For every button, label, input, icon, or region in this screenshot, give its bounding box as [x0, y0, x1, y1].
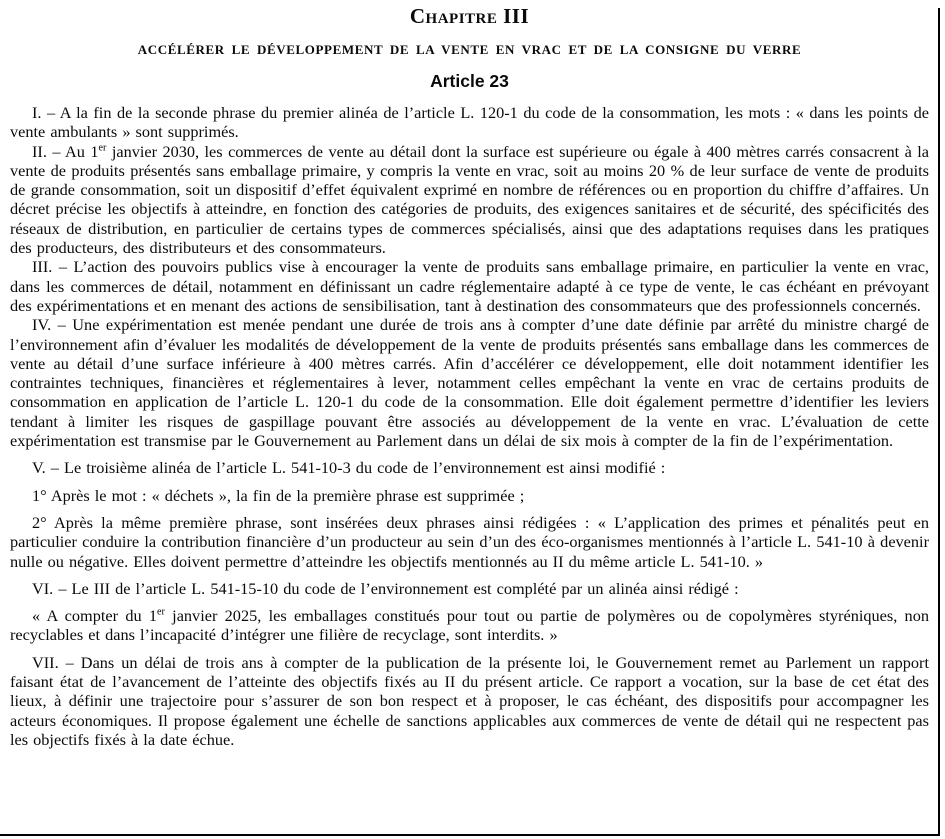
paragraph-II-text-start: II. – Au 1: [32, 141, 99, 161]
paragraph-VII: VII. – Dans un délai de trois ans à compter de la publication de la présente loi, le Gouvernement remet au Parlement un rapport faisant état de l’avancement de l’atteinte des objectifs fixés au II du présent article. Ce rapport a vocation, sur la base de cet état des lieux, à définir une trajectoire pour s’assurer de son bon respect et à proposer, le cas échéant, des dispositifs pour accompagner les acteurs économiques. Il propose également une échelle de sanctions applicables aux commerces de vente de détail qui ne respectent pas les objectifs fixés à la date échue.: [10, 652, 929, 749]
superscript-er: er: [157, 606, 165, 618]
paragraph-VI-quote-text-start: « A compter du 1: [32, 606, 158, 626]
paragraph-II: [10, 142, 929, 258]
paragraph-VI-quote-text-rest: janvier 2025, les emballages constitués pour tout ou partie de polymères ou de copolymères styréniques, non recyclables et dans l’incapacité d’intégrer une filière de recyclage, sont interdits. »: [10, 606, 929, 645]
superscript-er: er: [98, 142, 107, 154]
paragraph-VI: VI. – Le III de l’article L. 541-15-10 du code de l’environnement est complété par un alinéa ainsi rédigé :: [32, 578, 739, 598]
paragraph-VI-quote: [10, 606, 929, 645]
chapter-heading: Chapitre III: [409, 4, 530, 28]
document-header: [10, 4, 929, 92]
paragraph-I: I. – A la fin de la seconde phrase du premier alinéa de l’article L. 120-1 du code de la consommation, les mots : « dans les points de vente ambulants » sont supprimés.: [10, 103, 929, 142]
article-heading: Article 23: [430, 71, 509, 91]
article-body: [10, 103, 929, 749]
paragraph-2deg: 2° Après la même première phrase, sont insérées deux phrases ainsi rédigées : « L’application des primes et pénalités peut en particulier conduire la contribution financière d’un producteur au sein d’un des éco-organismes mentionnés à l’article L. 541-10 à devenir nulle ou négative. Elles doivent permettre d’atteindre les objectifs mentionnés au II du même article L. 541-10. »: [10, 512, 929, 571]
paragraph-1deg: 1° Après le mot : « déchets », la fin de la première phrase est supprimée ;: [32, 485, 525, 505]
chapter-subtitle: ACCÉLÉRER LE DÉVELOPPEMENT DE LA VENTE EN VRAC ET DE LA CONSIGNE DU VERRE: [137, 42, 802, 57]
paragraph-IV: IV. – Une expérimentation est menée pendant une durée de trois ans à compter d’une date définie par arrêté du ministre chargé de l’environnement afin d’évaluer les modalités de développement de la vente de produits présentés sans emballage dans les commerces de vente au détail d’une surface inférieure à 400 mètres carrés. Afin d’accélérer ce développement, elle doit notamment identifier les contraintes techniques, financières et réglementaires à lever, notamment celles empêchant la vente en vrac de certains produits de consommation en application de l’article L. 120-1 du code de la consommation. Elle doit également permettre d’identifier les leviers tendant à limiter les risques de gaspillage pouvant être associés au développement de la vente en vrac. L’évaluation de cette expérimentation est transmise par le Gouvernement au Parlement dans un délai de six mois à compter de la fin de l’expérimentation.: [10, 315, 929, 451]
paragraph-III: III. – L’action des pouvoirs publics vise à encourager la vente de produits sans emballage primaire, en particulier la vente en vrac, dans les commerces de détail, notamment en définissant un cadre réglementaire adapté à ce type de vente, le cas échéant en prévoyant des expérimentations et en menant des actions de sensibilisation, tant à destination des consommateurs que des professionnels concernés.: [10, 257, 929, 315]
paragraph-II-text-rest: janvier 2030, les commerces de vente au détail dont la surface est supérieure ou égale à 400 mètres carrés consacrent à la vente de produits présentés sans emballage primaire, y compris la vente en vrac, soit au moins 20 % de leur surface de vente de produits de grande consommation, soit un dispositif d’effet équivalent exprimé en nombre de références ou en proportion du chiffre d’affaires. Un décret précise les objectifs à atteindre, en fonction des catégories de produits, des exigences sanitaires et de sécurité, des spécificités des réseaux de distribution, en particulier de certains types de commerces spécialisés, ainsi que des adaptations requises dans les pratiques des producteurs, des distributeurs et des consommateurs.: [10, 141, 929, 258]
page-border-right-rule: [938, 8, 940, 836]
paragraph-V: V. – Le troisième alinéa de l’article L. 541-10-3 du code de l’environnement est ainsi modifié :: [32, 458, 666, 478]
page-border-bottom-rule: [0, 834, 940, 837]
